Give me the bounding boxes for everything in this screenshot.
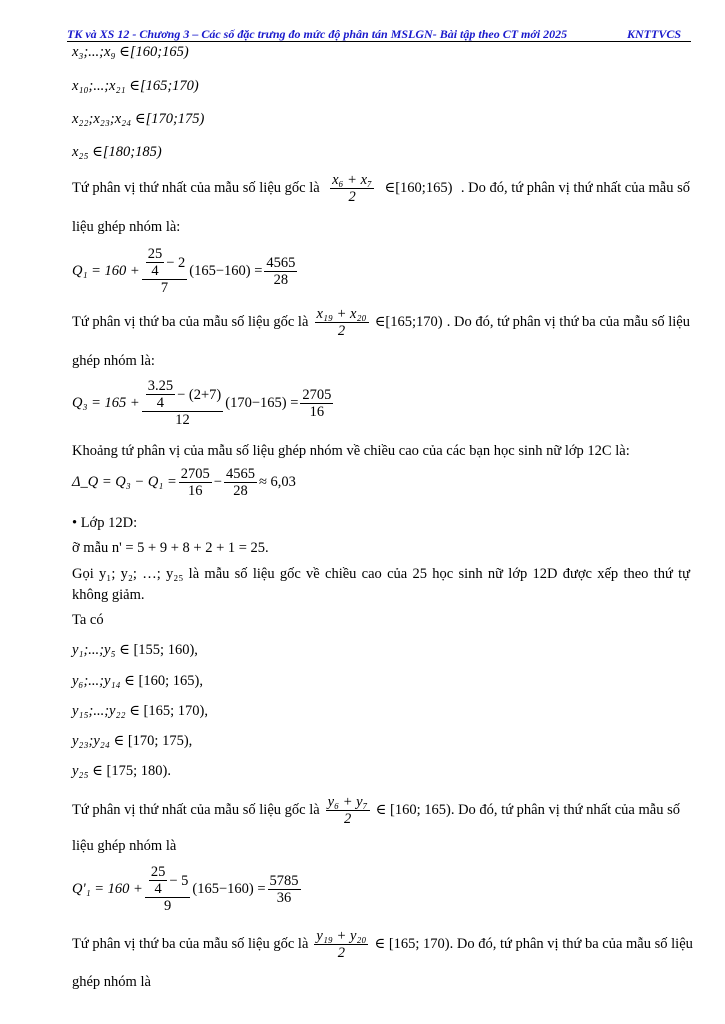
- interval-line-d-3: y₁₅;...;y₂₂ ∈ [165; 170),: [72, 703, 208, 719]
- interval-line-c-3: x₂₂;x₂₃;x₂₄ ∈[170;175): [72, 111, 205, 127]
- q1-c-formula: Q₁ = 160 + 25 4 − 2 7 (165−160) = $\frac{4565}{28}$: [72, 246, 296, 296]
- class-d-taco: Ta có: [72, 612, 104, 628]
- range-c-sentence: Khoảng tứ phân vị của mẫu số liệu ghép nhóm về chiều cao của các bạn học sinh nữ lớp 12C là:: [72, 443, 630, 459]
- class-d-size: ỡ mẫu n' = 5 + 9 + 8 + 2 + 1 = 25.: [72, 540, 269, 556]
- interval-line-c-1: x₃;...;x₉ ∈[160;165): [72, 44, 189, 60]
- q3-d-sentence: Tứ phân vị thứ ba của mẫu số liệu gốc là y₁₉ + y₂₀ 2 ∈ [165; 170). Do đó, tứ phân vị thứ ba của mẫu số liệu: [72, 928, 693, 961]
- page-header: [67, 27, 691, 42]
- interval-line-d-2: y₆;...;y₁₄ ∈ [160; 165),: [72, 673, 203, 689]
- q1-c-fraction: x₆ + x₇ 2: [332, 172, 373, 205]
- range-c-formula: Δ_Q = Q₃ − Q₁ = $\frac{2705}{16}$ − $\frac{4565}{28}$ ≈ 6,03: [72, 466, 296, 499]
- header-title: TK và XS 12 - Chương 3 – Các số đặc trưng đo mức độ phân tán MSLGN- Bài tập theo CT mới 2025: [67, 27, 568, 41]
- interval-line-c-4: x₂₅ ∈[180;185): [72, 144, 162, 160]
- class-d-intro: Gọi y₁; y₂; …; y₂₅ là mẫu số liệu gốc về chiều cao của 25 học sinh nữ lớp 12D được xếp theo thứ tự không giảm.: [72, 566, 690, 603]
- interval-line-d-5: y₂₅ ∈ [175; 180).: [72, 763, 171, 779]
- class-d-heading: • Lớp 12D:: [72, 515, 138, 531]
- q1-d-sentence-line2: liệu ghép nhóm là: [72, 838, 177, 854]
- header-code: KNTTVCS: [626, 27, 681, 41]
- q3-c-sentence-line2: ghép nhóm là:: [72, 353, 155, 369]
- q1-c-sentence-line2: liệu ghép nhóm là:: [72, 219, 181, 235]
- interval-line-c-2: x₁₀;...;x₂₁ ∈[165;170): [72, 78, 199, 94]
- q3-d-sentence-line2: ghép nhóm là: [72, 974, 151, 990]
- q1-c-sentence: Tứ phân vị thứ nhất của mẫu số liệu gốc là x₆ + x₇ 2 ∈[160;165) . Do đó, tứ phân vị thứ nhất của mẫu số: [72, 172, 690, 205]
- q1-d-formula: Q'₁ = 160 + 25 4 − 5 9 (165−160) = $\frac{5785}{36}$: [72, 864, 299, 914]
- interval-line-d-4: y₂₃;y₂₄ ∈ [170; 175),: [72, 733, 193, 749]
- q3-c-sentence: Tứ phân vị thứ ba của mẫu số liệu gốc là x₁₉ + x₂₀ 2 ∈[165;170) . Do đó, tứ phân vị thứ ba của mẫu số liệu: [72, 306, 690, 339]
- q3-c-formula: Q₃ = 165 + 3.25 4 − (2+7) 12 (170−165) = $\frac{2705}{16}$: [72, 378, 332, 428]
- q1-d-sentence: Tứ phân vị thứ nhất của mẫu số liệu gốc là y₆ + y₇ 2 ∈ [160; 165). Do đó, tứ phân vị thứ nhất của mẫu số: [72, 794, 680, 827]
- interval-line-d-1: y₁;...;y₅ ∈ [155; 160),: [72, 642, 198, 658]
